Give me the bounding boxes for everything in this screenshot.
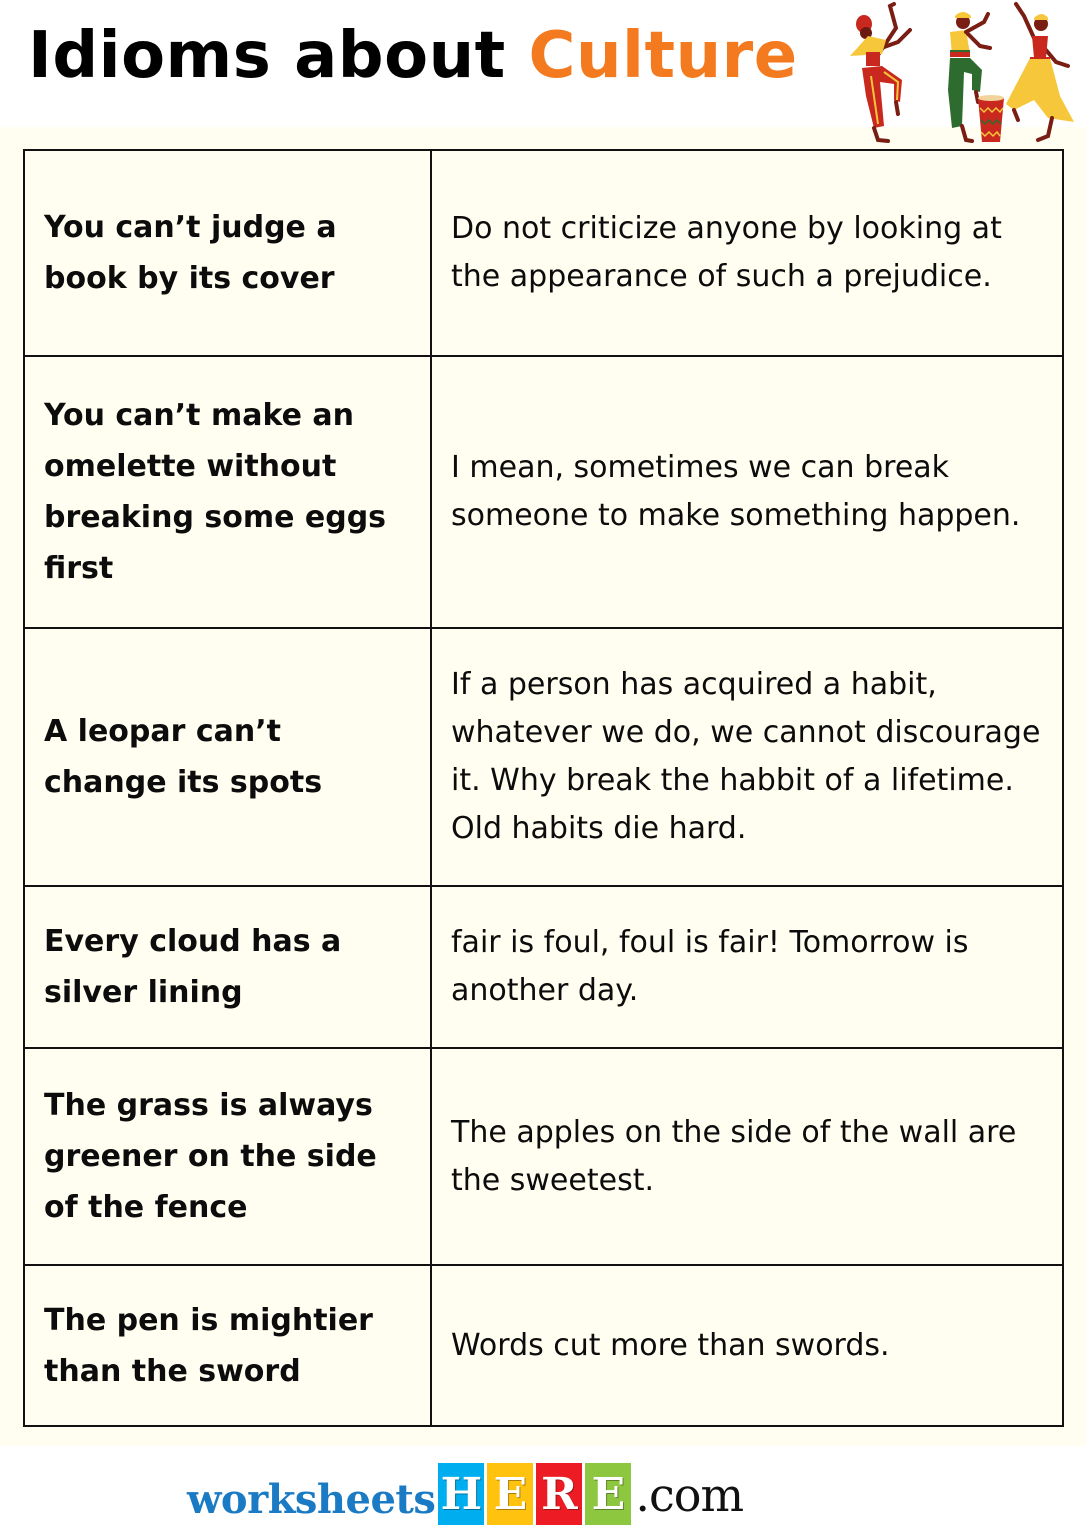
dancers-illustration-icon	[838, 0, 1078, 146]
idiom-cell: The grass is always greener on the side of the fence	[24, 1048, 431, 1265]
table-row	[24, 886, 1063, 1048]
drum-icon	[978, 95, 1004, 142]
dancer-right-icon	[1006, 4, 1074, 140]
logo-tile-r: R	[536, 1463, 582, 1525]
idioms-table	[23, 149, 1064, 1427]
idiom-cell: You can’t judge a book by its cover	[24, 150, 431, 356]
title-text: Idioms about	[28, 19, 529, 93]
logo-suffix: .com	[635, 1468, 744, 1522]
table-row	[24, 628, 1063, 886]
logo-tile-e2: E	[585, 1463, 631, 1525]
logo-tile-h: H	[438, 1463, 484, 1525]
table-row	[24, 150, 1063, 356]
table-row	[24, 1048, 1063, 1265]
meaning-cell: fair is foul, foul is fair! Tomorrow is another day.	[431, 886, 1063, 1048]
idiom-cell: Every cloud has a silver lining	[24, 886, 431, 1048]
meaning-cell: I mean, sometimes we can break someone to make something happen.	[431, 356, 1063, 628]
idiom-cell: The pen is mightier than the sword	[24, 1265, 431, 1426]
meaning-cell: The apples on the side of the wall are the sweetest.	[431, 1048, 1063, 1265]
idiom-cell: You can’t make an omelette without breaking some eggs first	[24, 356, 431, 628]
title-accent-text: Culture	[528, 19, 798, 93]
idiom-cell: A leopar can’t change its spots	[24, 628, 431, 886]
table-row	[24, 356, 1063, 628]
page-title	[28, 19, 798, 93]
site-logo[interactable]	[187, 1461, 743, 1527]
meaning-cell: Do not criticize anyone by looking at the appearance of such a prejudice.	[431, 150, 1063, 356]
table-row	[24, 1265, 1063, 1426]
meaning-cell: Words cut more than swords.	[431, 1265, 1063, 1426]
meaning-cell: If a person has acquired a habit, whatever we do, we cannot discourage it. Why break the habbit of a lifetime. Old habits die hard.	[431, 628, 1063, 886]
logo-tile-e: E	[487, 1463, 533, 1525]
dancer-left-icon	[850, 4, 910, 141]
logo-prefix: worksheets	[187, 1475, 436, 1523]
